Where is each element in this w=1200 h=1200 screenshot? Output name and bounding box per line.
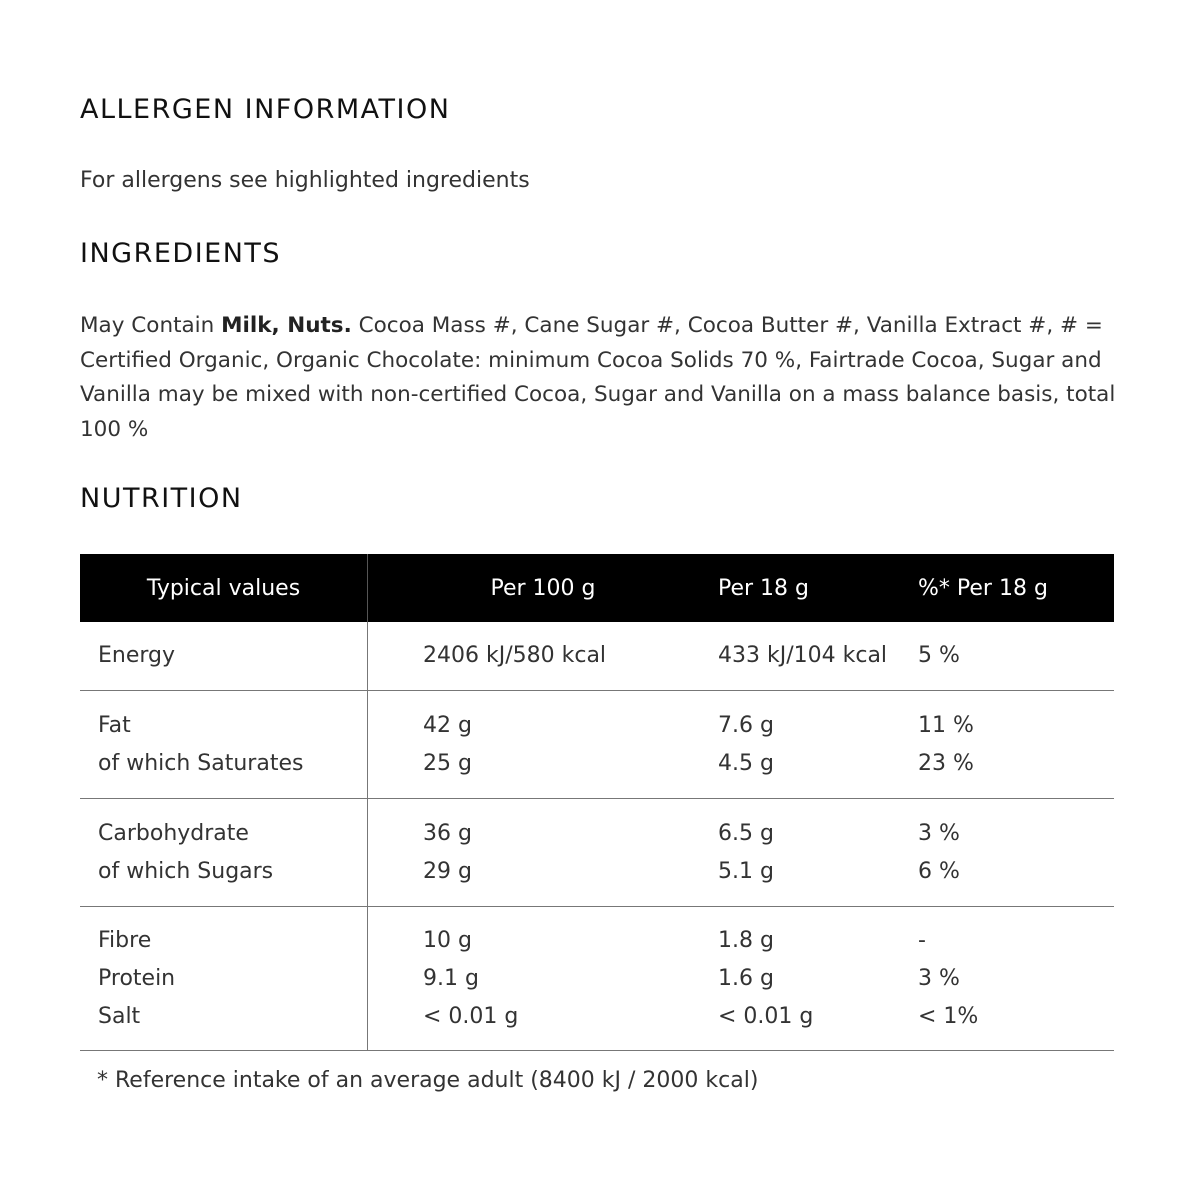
- percent-value: 11 %: [918, 712, 974, 738]
- per-18g-value: 6.5 g: [718, 820, 774, 846]
- nutrient-label: Fat: [98, 712, 131, 738]
- column-header-per-18g: Per 18 g: [718, 575, 810, 601]
- table-row: [80, 907, 1114, 1051]
- nutrient-label: Carbohydrate: [98, 820, 249, 846]
- ingredients-list: Cocoa Mass #, Cane Sugar #, Cocoa Butter #, Vanilla Extract #, # = Certified Organic, Organic Chocolate: minimum Cocoa Solids 70 %, Fairtrade Cocoa, Sugar and Vanilla may be mixed with non-certified Cocoa, Sugar and Vanilla on a mass balance basis, total 100 %: [80, 313, 1116, 442]
- per-100g-value: 42 g: [423, 712, 472, 738]
- column-header-percent-per-18g: %* Per 18 g: [918, 575, 1048, 601]
- per-100g-values: [368, 907, 719, 1051]
- percent-values: [918, 622, 1114, 691]
- nutrient-label: Fibre: [98, 927, 152, 953]
- per-18g-value: 1.6 g: [718, 965, 774, 991]
- per-100g-value: 10 g: [423, 927, 472, 953]
- per-100g-value: < 0.01 g: [423, 1003, 519, 1029]
- nutrient-label: of which Sugars: [98, 858, 274, 884]
- ingredients-allergens: Milk, Nuts.: [221, 313, 352, 338]
- nutrient-labels: [80, 691, 368, 799]
- per-18g-values: [718, 799, 918, 907]
- per-100g-value: 9.1 g: [423, 965, 479, 991]
- ingredients-text: [80, 309, 1120, 447]
- percent-value: 3 %: [918, 820, 960, 846]
- nutrient-labels: [80, 622, 368, 691]
- per-18g-value: 4.5 g: [718, 750, 774, 776]
- per-18g-values: [718, 691, 918, 799]
- column-header-per-100g: Per 100 g: [490, 575, 596, 601]
- per-100g-values: [368, 691, 719, 799]
- allergen-heading: ALLERGEN INFORMATION: [80, 94, 451, 125]
- per-100g-value: 2406 kJ/580 kcal: [423, 643, 607, 668]
- per-100g-value: 36 g: [423, 820, 472, 846]
- table-row: [80, 799, 1114, 907]
- allergen-note: For allergens see highlighted ingredients: [80, 168, 530, 193]
- per-18g-value: < 0.01 g: [718, 1003, 814, 1029]
- percent-value: 5 %: [918, 643, 960, 668]
- per-18g-values: [718, 907, 918, 1051]
- ingredients-heading: INGREDIENTS: [80, 238, 282, 269]
- table-row: [80, 622, 1114, 691]
- nutrient-label: Protein: [98, 965, 176, 991]
- nutrient-labels: [80, 799, 368, 907]
- table-row: [80, 691, 1114, 799]
- nutrition-header-row: [80, 554, 1114, 622]
- percent-values: [918, 691, 1114, 799]
- per-18g-value: 7.6 g: [718, 712, 774, 738]
- percent-values: [918, 799, 1114, 907]
- per-18g-value: 433 kJ/104 kcal: [718, 643, 888, 668]
- nutrient-labels: [80, 907, 368, 1051]
- per-100g-values: [368, 799, 719, 907]
- nutrient-label: Salt: [98, 1003, 141, 1029]
- percent-value: -: [918, 927, 926, 953]
- reference-intake-footnote: * Reference intake of an average adult (8400 kJ / 2000 kcal): [97, 1068, 759, 1093]
- nutrition-table: [80, 554, 1114, 1051]
- per-100g-value: 29 g: [423, 858, 472, 884]
- column-header-typical-values: Typical values: [80, 554, 368, 622]
- per-18g-value: 5.1 g: [718, 858, 774, 884]
- percent-values: [918, 907, 1114, 1051]
- per-18g-value: 1.8 g: [718, 927, 774, 953]
- nutrient-label: Energy: [98, 643, 176, 668]
- nutrient-label: of which Saturates: [98, 750, 304, 776]
- nutrition-heading: NUTRITION: [80, 483, 243, 514]
- per-18g-values: [718, 622, 918, 691]
- ingredients-prefix: May Contain: [80, 313, 222, 338]
- per-100g-values: [368, 622, 719, 691]
- percent-value: < 1%: [918, 1003, 979, 1029]
- percent-value: 3 %: [918, 965, 960, 991]
- percent-value: 23 %: [918, 750, 974, 776]
- percent-value: 6 %: [918, 858, 960, 884]
- per-100g-value: 25 g: [423, 750, 472, 776]
